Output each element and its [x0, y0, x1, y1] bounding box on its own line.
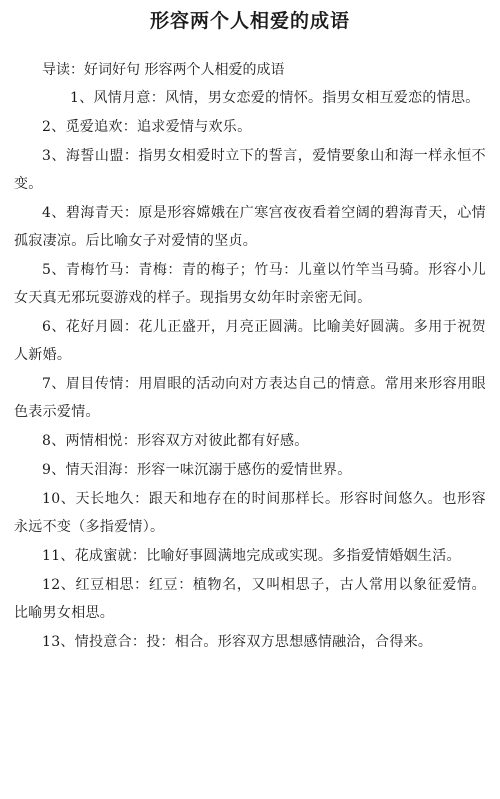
list-item: 3、海誓山盟：指男女相爱时立下的誓言，爱情要象山和海一样永恒不变。	[14, 148, 486, 192]
list-item: 8、两情相悦：形容双方对彼此都有好感。	[42, 433, 309, 449]
list-item: 11、花成蜜就：比喻好事圆满地完成或实现。多指爱情婚姻生活。	[42, 548, 461, 564]
list-item: 6、花好月圆：花儿正盛开，月亮正圆满。比喻美好圆满。多用于祝贺人新婚。	[14, 319, 486, 363]
list-item: 4、碧海青天：原是形容嫦娥在广寒宫夜夜看着空阔的碧海青天，心情孤寂凄凉。后比喻女子对爱情的坚贞。	[14, 205, 486, 249]
idiom-list	[14, 84, 486, 656]
list-item: 9、情天泪海：形容一味沉溺于感伤的爱情世界。	[42, 462, 352, 478]
list-item: 13、情投意合：投：相合。形容双方思想感情融洽，合得来。	[42, 634, 433, 650]
document-intro: 导读：好词好句 形容两个人相爱的成语	[42, 62, 285, 78]
list-item: 5、青梅竹马：青梅：青的梅子；竹马：儿童以竹竿当马骑。形容小儿女天真无邪玩耍游戏的样子。现指男女幼年时亲密无间。	[14, 262, 486, 306]
list-item: 1、风情月意：风情，男女恋爱的情怀。指男女相互爱恋的情思。	[70, 90, 480, 106]
list-item: 12、红豆相思：红豆：植物名，又叫相思子，古人常用以象征爱情。比喻男女相思。	[14, 577, 486, 621]
list-item: 2、觅爱追欢：追求爱情与欢乐。	[42, 119, 252, 135]
list-item: 7、眉目传情：用眉眼的活动向对方表达自己的情意。常用来形容用眼色表示爱情。	[14, 376, 486, 420]
list-item: 10、天长地久：跟天和地存在的时间那样长。形容时间悠久。也形容永远不变（多指爱情）。	[14, 491, 486, 535]
document-title: 形容两个人相爱的成语	[149, 10, 350, 32]
